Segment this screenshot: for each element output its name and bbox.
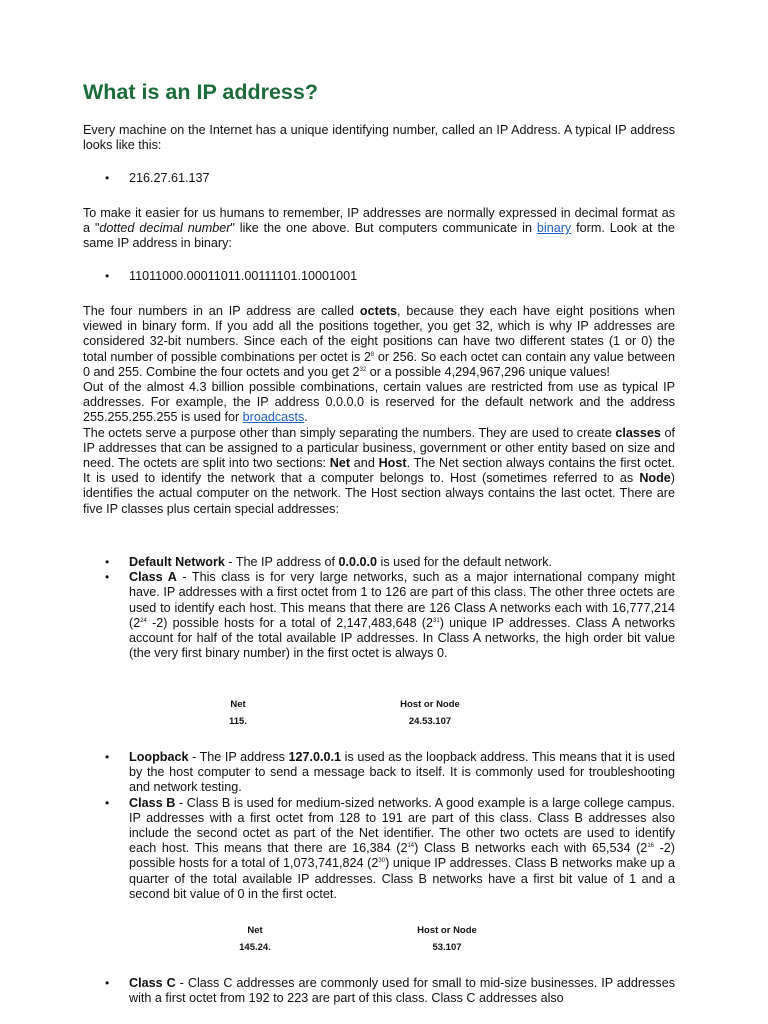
- octets-paragraph: [83, 304, 675, 380]
- emphasis-text: dotted decimal number: [99, 221, 231, 236]
- host-value: 24.53.107: [408, 716, 452, 727]
- text-run: To make it easier for us humans to remember, IP addresses are normally expressed in decimal format as a ": [83, 206, 675, 236]
- text-run: or a possible 4,294,967,296 unique values!: [366, 364, 610, 379]
- text-run: The octets serve a purpose other than simply separating the numbers. They are used to create: [83, 425, 616, 440]
- text-run: The four numbers in an IP address are called: [83, 304, 360, 318]
- bullet-icon: •: [105, 555, 110, 569]
- bullet-icon: •: [105, 976, 110, 990]
- bold-term: Host: [378, 456, 407, 471]
- item-label: Class C: [129, 976, 176, 990]
- bold-term: octets: [359, 304, 398, 318]
- binary-ip-list: [83, 269, 675, 284]
- text-run: Out of the almost 4.3 billion possible combinations, certain values are restricted from use as typical IP addresses. For example, the IP address 0.0.0.0 is reserved for the default network and the address 255.255.255.255 is used for: [83, 380, 675, 425]
- text-run: . The Net section always contains the first octet. It is used to identify the network that a computer belongs to. Host (sometimes referred to as: [83, 456, 676, 486]
- item-label: Class A: [129, 570, 177, 585]
- classes-list-3: [83, 976, 675, 1006]
- bullet-icon: •: [105, 171, 110, 185]
- classes-paragraph: [83, 426, 675, 517]
- net-header: Net: [230, 699, 246, 710]
- bullet-icon: •: [105, 269, 110, 283]
- net-value: 115.: [229, 716, 247, 727]
- net-value: 145.24.: [239, 942, 271, 953]
- bullet-icon: •: [105, 570, 110, 585]
- bullet-icon: •: [105, 750, 110, 764]
- superscript: 16: [647, 843, 654, 850]
- broadcasts-link[interactable]: broadcasts: [242, 410, 305, 425]
- text-run: - This class is for very large networks, such as a major international company might have. IP addresses with a first octet from 1 to 126 are part of this class. The other three octets are used to identify each host. This means that there are 126 Class A networks each with 16,777,214 (2: [129, 570, 675, 630]
- class-b-table: [83, 925, 675, 955]
- host-header: Host or Node: [417, 925, 477, 936]
- intro-paragraph: Every machine on the Internet has a unique identifying number, called an IP Address. A typical IP address looks like this:: [83, 123, 675, 153]
- list-item: [83, 269, 675, 284]
- superscript: 8: [370, 351, 375, 358]
- text-run: of IP addresses that can be assigned to a particular business, government or other entity based on size and need. The octets are split into two sections:: [83, 425, 675, 471]
- bold-term: Net: [329, 456, 351, 471]
- page-title: What is an IP address?: [83, 80, 318, 104]
- text-run: is used as the loopback address. This means that it is used by the host computer to send a message back to itself. It is commonly used for troubleshooting and network testing.: [129, 750, 676, 795]
- decimal-format-paragraph: [83, 206, 675, 252]
- octets-section: [83, 304, 675, 517]
- text-run: - Class B is used for medium-sized networks. A good example is a large college campus. IP addresses with a first octet from 128 to 191 are part of this class. Class B addresses also include the second octet as part of the Net identifier. The other two octets are used to identify each host. This means that there are 16,384 (2: [129, 795, 675, 856]
- ip-value: 0.0.0.0: [338, 555, 378, 569]
- text-run: ) unique IP addresses. Class B networks make up a quarter of the total available IP addresses. Class B networks have a first bit value of 1 and a second bit value of 0 in the first octet.: [129, 856, 675, 901]
- list-item-default-network: [83, 555, 675, 570]
- text-run: -2) possible hosts for a total of 2,147,483,648 (2: [146, 615, 434, 630]
- host-header: Host or Node: [400, 699, 460, 710]
- class-a-table: [83, 699, 675, 729]
- text-run: - Class C addresses are commonly used for small to mid-size businesses. IP addresses with a first octet from 192 to 223 are part of this class. Class C addresses also: [129, 976, 675, 1006]
- list-item-loopback: [83, 750, 675, 796]
- text-run: ) unique IP addresses. Class A networks account for half of the total available IP addresses. In Class A networks, the high order bit value (the very first binary number) in the first octet is always 0.: [129, 615, 675, 661]
- list-item-class-a: [83, 570, 675, 661]
- text-run: -2) possible hosts for a total of 1,073,741,824 (2: [129, 841, 675, 871]
- text-run: ) Class B networks each with 65,534 (2: [414, 841, 648, 856]
- text-run: - The IP address of: [224, 555, 339, 569]
- ip-value: 127.0.0.1: [288, 750, 342, 764]
- text-run: form. Look at the same IP address in binary:: [83, 221, 675, 251]
- text-run: ) identifies the actual computer on the network. The Host section always contains the last octet. There are five IP classes plus certain special addresses:: [83, 471, 675, 516]
- item-label: Class B: [129, 795, 176, 810]
- superscript: 14: [407, 843, 415, 850]
- text-run: .: [304, 410, 308, 425]
- superscript: 31: [433, 617, 440, 624]
- superscript: 30: [378, 858, 386, 865]
- host-value: 53.107: [432, 942, 462, 953]
- superscript: 32: [359, 366, 367, 373]
- example-ip: 216.27.61.137: [129, 171, 210, 185]
- text-run: " like the one above. But computers communicate in: [230, 221, 537, 236]
- example-ip-list: [83, 171, 675, 186]
- bold-term: classes: [615, 425, 661, 440]
- classes-list-2: [83, 750, 675, 902]
- net-header: Net: [247, 925, 263, 936]
- text-run: and: [350, 456, 379, 471]
- binary-ip: 11011000.00011011.00111101.10001001: [129, 269, 358, 283]
- item-label: Default Network: [129, 555, 225, 569]
- bullet-icon: •: [105, 795, 110, 810]
- restricted-values-paragraph: [83, 380, 675, 426]
- binary-link[interactable]: binary: [536, 221, 572, 236]
- item-label: Loopback: [129, 750, 189, 764]
- text-run: is used for the default network.: [377, 555, 553, 569]
- list-item-class-c: [83, 976, 675, 1006]
- superscript: 24: [140, 617, 147, 624]
- text-run: , because they each have eight positions when viewed in binary form. If you add all the positions together, you get 32, which is why IP addresses are considered 32-bit numbers. Since each of the eight positions can have two different states (1 or 0) the total number of possible combinations per octet is 2: [83, 304, 675, 364]
- classes-list-1: [83, 555, 675, 661]
- text-run: or 256. So each octet can contain any value between 0 and 255. Combine the four octets and you get 2: [83, 349, 676, 379]
- text-run: - The IP address: [188, 750, 289, 764]
- list-item: [83, 171, 675, 186]
- list-item-class-b: [83, 796, 675, 902]
- bold-term: Node: [639, 471, 671, 486]
